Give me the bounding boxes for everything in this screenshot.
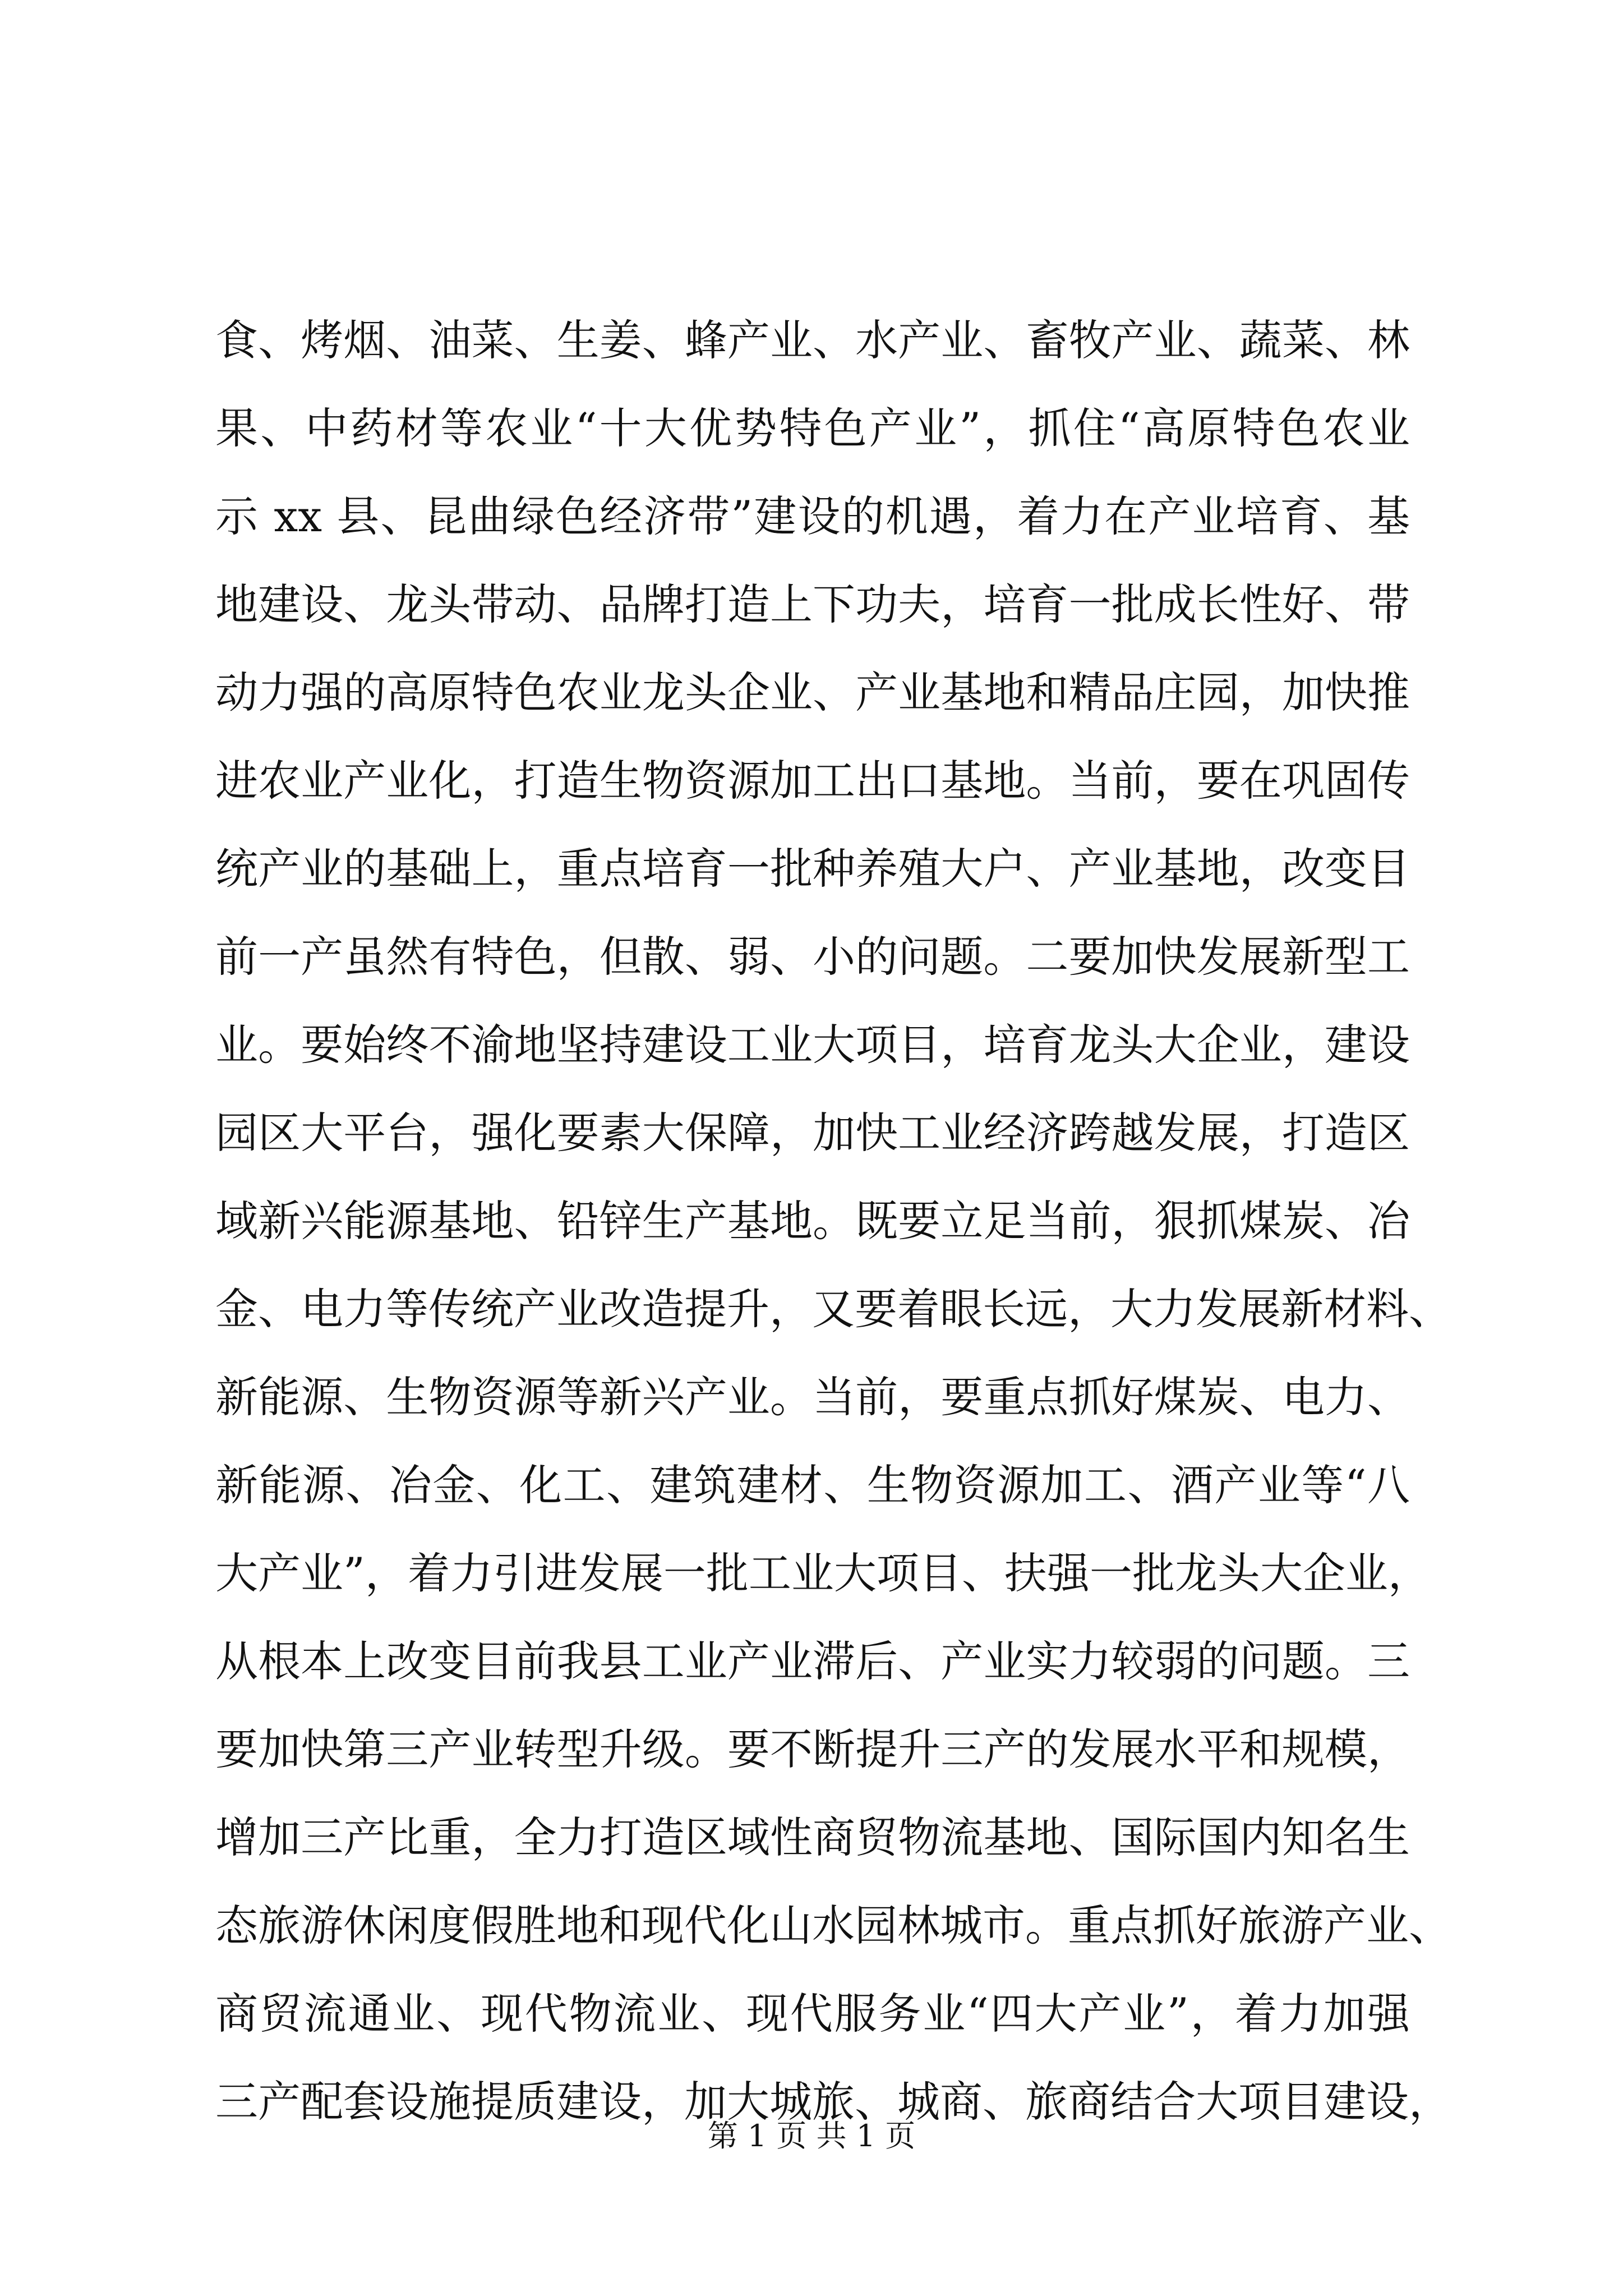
- text-line: 商贸流通业、现代物流业、现代服务业“四大产业”，着力加强: [215, 1989, 1410, 2039]
- text-line: 态旅游休闲度假胜地和现代化山水园林城市。重点抓好旅游产业、: [215, 1901, 1451, 1950]
- text-line: 统产业的基础上，重点培育一批种养殖大户、产业基地，改变目: [215, 844, 1410, 894]
- text-line: 进农业产业化，打造生物资源加工出口基地。当前，要在巩固传: [215, 756, 1410, 806]
- body-paragraph: [215, 296, 1451, 2146]
- page-number-footer: 第 1 页 共 1 页: [707, 2118, 916, 2154]
- text-line: 示 xx 县、昆曲绿色经济带”建设的机遇，着力在产业培育、基: [215, 491, 1410, 541]
- text-line: 域新兴能源基地、铅锌生产基地。既要立足当前，狠抓煤炭、冶: [215, 1196, 1410, 1246]
- text-line: 新能源、生物资源等新兴产业。当前，要重点抓好煤炭、电力、: [215, 1372, 1410, 1422]
- text-line: 从根本上改变目前我县工业产业滞后、产业实力较弱的问题。三: [215, 1636, 1410, 1686]
- text-line: 食、烤烟、油菜、生姜、蜂产业、水产业、畜牧产业、蔬菜、林: [215, 315, 1410, 365]
- text-line: 动力强的高原特色农业龙头企业、产业基地和精品庄园，加快推: [215, 668, 1410, 717]
- text-line: 三产配套设施提质建设，加大城旅、城商、旅商结合大项目建设，: [215, 2077, 1451, 2127]
- text-line: 地建设、龙头带动、品牌打造上下功夫，培育一批成长性好、带: [215, 579, 1410, 629]
- text-line: 果、中药材等农业“十大优势特色产业”，抓住“高原特色农业: [215, 403, 1410, 453]
- text-line: 新能源、冶金、化工、建筑建材、生物资源加工、酒产业等“八: [215, 1460, 1410, 1510]
- text-line: 前一产虽然有特色，但散、弱、小的问题。二要加快发展新型工: [215, 932, 1410, 982]
- text-line: 园区大平台，强化要素大保障，加快工业经济跨越发展，打造区: [215, 1108, 1410, 1158]
- text-line: 要加快第三产业转型升级。要不断提升三产的发展水平和规模，: [215, 1724, 1410, 1774]
- text-line: 金、电力等传统产业改造提升，又要着眼长远，大力发展新材料、: [215, 1284, 1451, 1334]
- text-line: 大产业”，着力引进发展一批工业大项目、扶强一批龙头大企业，: [215, 1548, 1431, 1598]
- text-line: 业。要始终不渝地坚持建设工业大项目，培育龙头大企业，建设: [215, 1020, 1410, 1070]
- text-line: 增加三产比重，全力打造区域性商贸物流基地、国际国内知名生: [215, 1812, 1410, 1862]
